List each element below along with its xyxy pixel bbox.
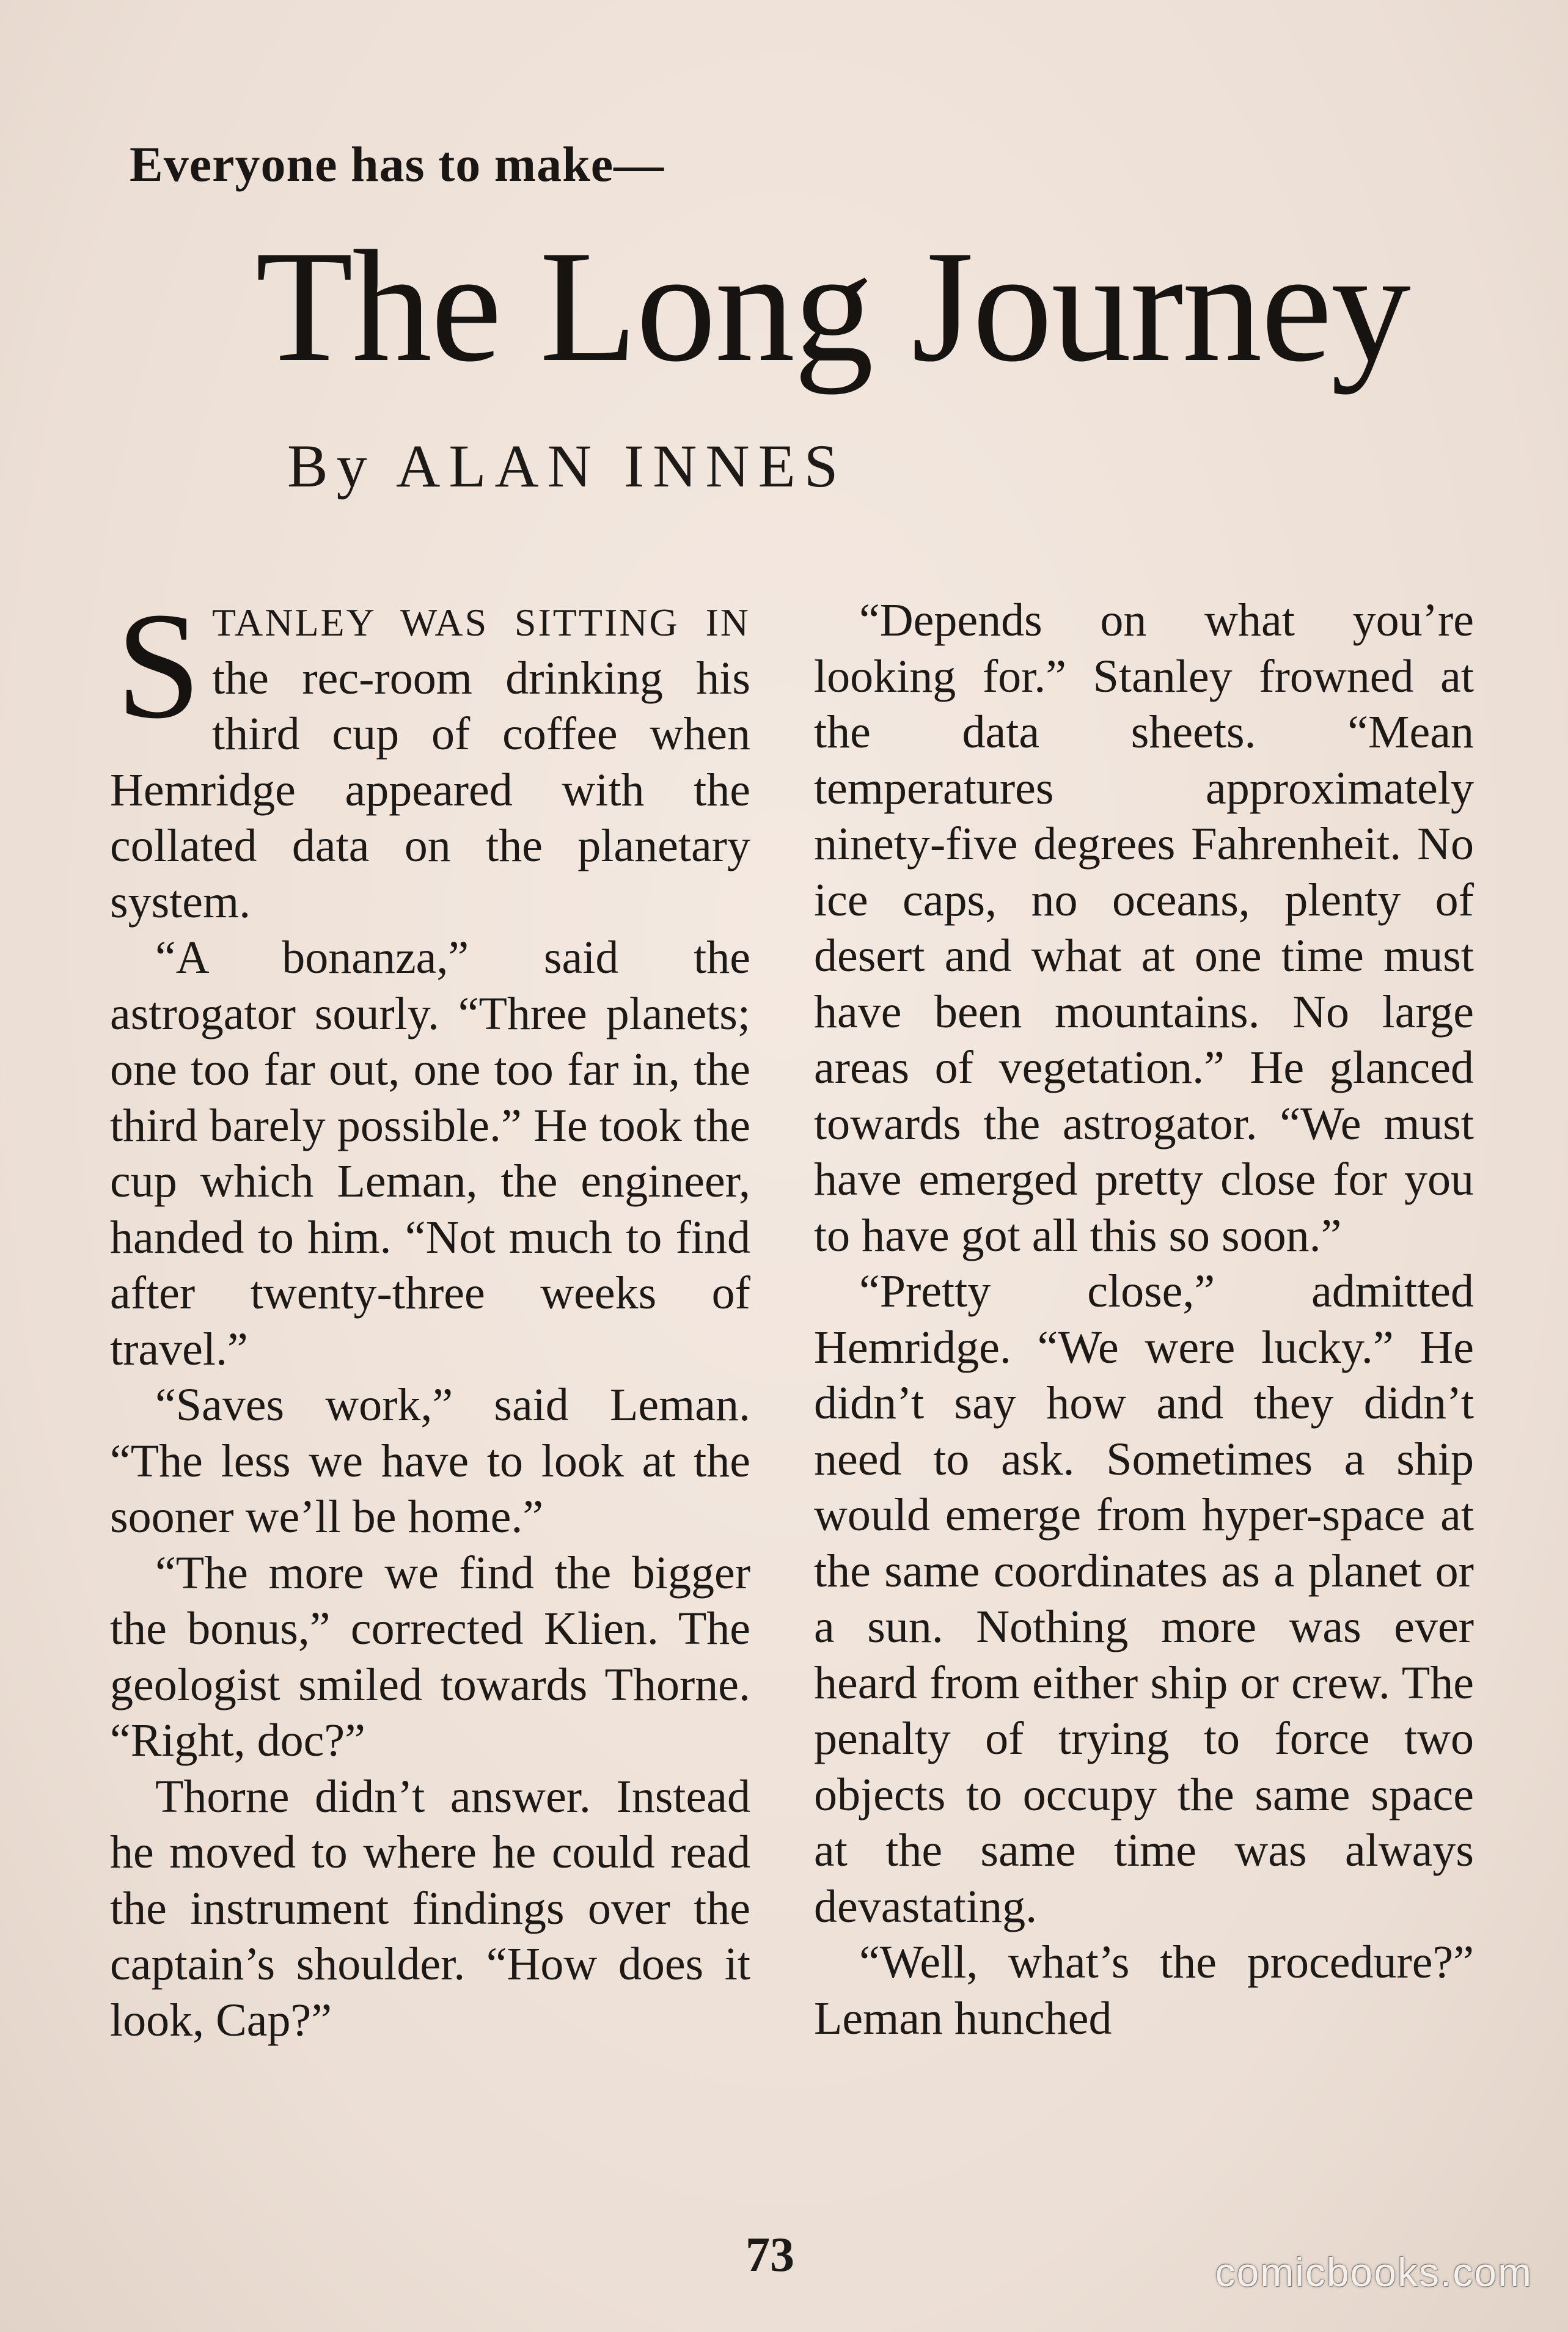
paragraph: “A bonanza,” said the astrogator sourly. “Three planets; one too far out, one too far in, the third barely possible.” He took the cup which Leman, the engineer, handed to him. “Not much to find after twenty-three weeks of travel.” bbox=[110, 932, 750, 1375]
paragraph-text: the rec-room drinking his third cup of coffee when Hemridge appeared with the collated data on the planetary system. bbox=[110, 652, 750, 928]
right-column bbox=[814, 593, 1474, 2047]
paragraph: “Depends on what you’re looking for.” Stanley frowned at the data sheets. “Mean temperatures approximately ninety-five degrees Fahrenheit. No ice caps, no oceans, plenty of desert and what at one time must have been mountains. No large areas of vegetation.” He glanced towards the astrogator. “We must have emerged pretty close for you to have got all this so soon.” bbox=[814, 595, 1474, 1261]
paragraph: “The more we find the bigger the bonus,” corrected Klien. The geologist smiled towards Thorne. “Right, doc?” bbox=[110, 1547, 750, 1766]
opening-small-caps: TANLEY WAS SITTING IN bbox=[212, 601, 750, 644]
story-title: The Long Journey bbox=[255, 218, 1410, 395]
paragraph bbox=[110, 581, 750, 930]
paragraph: Thorne didn’t answer. Instead he moved to where he could read the instrument findings over the captain’s shoulder. “How does it look, Cap?” bbox=[110, 1770, 750, 2046]
drop-cap: S bbox=[116, 581, 202, 750]
paragraph: “Well, what’s the procedure?” Leman hunched bbox=[814, 1937, 1474, 2044]
watermark: comicbooks.com bbox=[1215, 2250, 1533, 2295]
paragraph: “Pretty close,” admitted Hemridge. “We were lucky.” He didn’t say how and they didn’t need to ask. Sometimes a ship would emerge from hyper-space at the same coordinates as a planet or a sun. Nothing more was ever heard from either ship or crew. The penalty of trying to force two objects to occupy the same space at the same time was always devastating. bbox=[814, 1266, 1474, 1932]
left-column bbox=[110, 581, 750, 2048]
paragraph: “Saves work,” said Leman. “The less we have to look at the sooner we’ll be home.” bbox=[110, 1379, 750, 1542]
story-byline: By ALAN INNES bbox=[287, 432, 847, 500]
page-number: 73 bbox=[746, 2228, 794, 2282]
story-kicker: Everyone has to make— bbox=[130, 136, 665, 192]
